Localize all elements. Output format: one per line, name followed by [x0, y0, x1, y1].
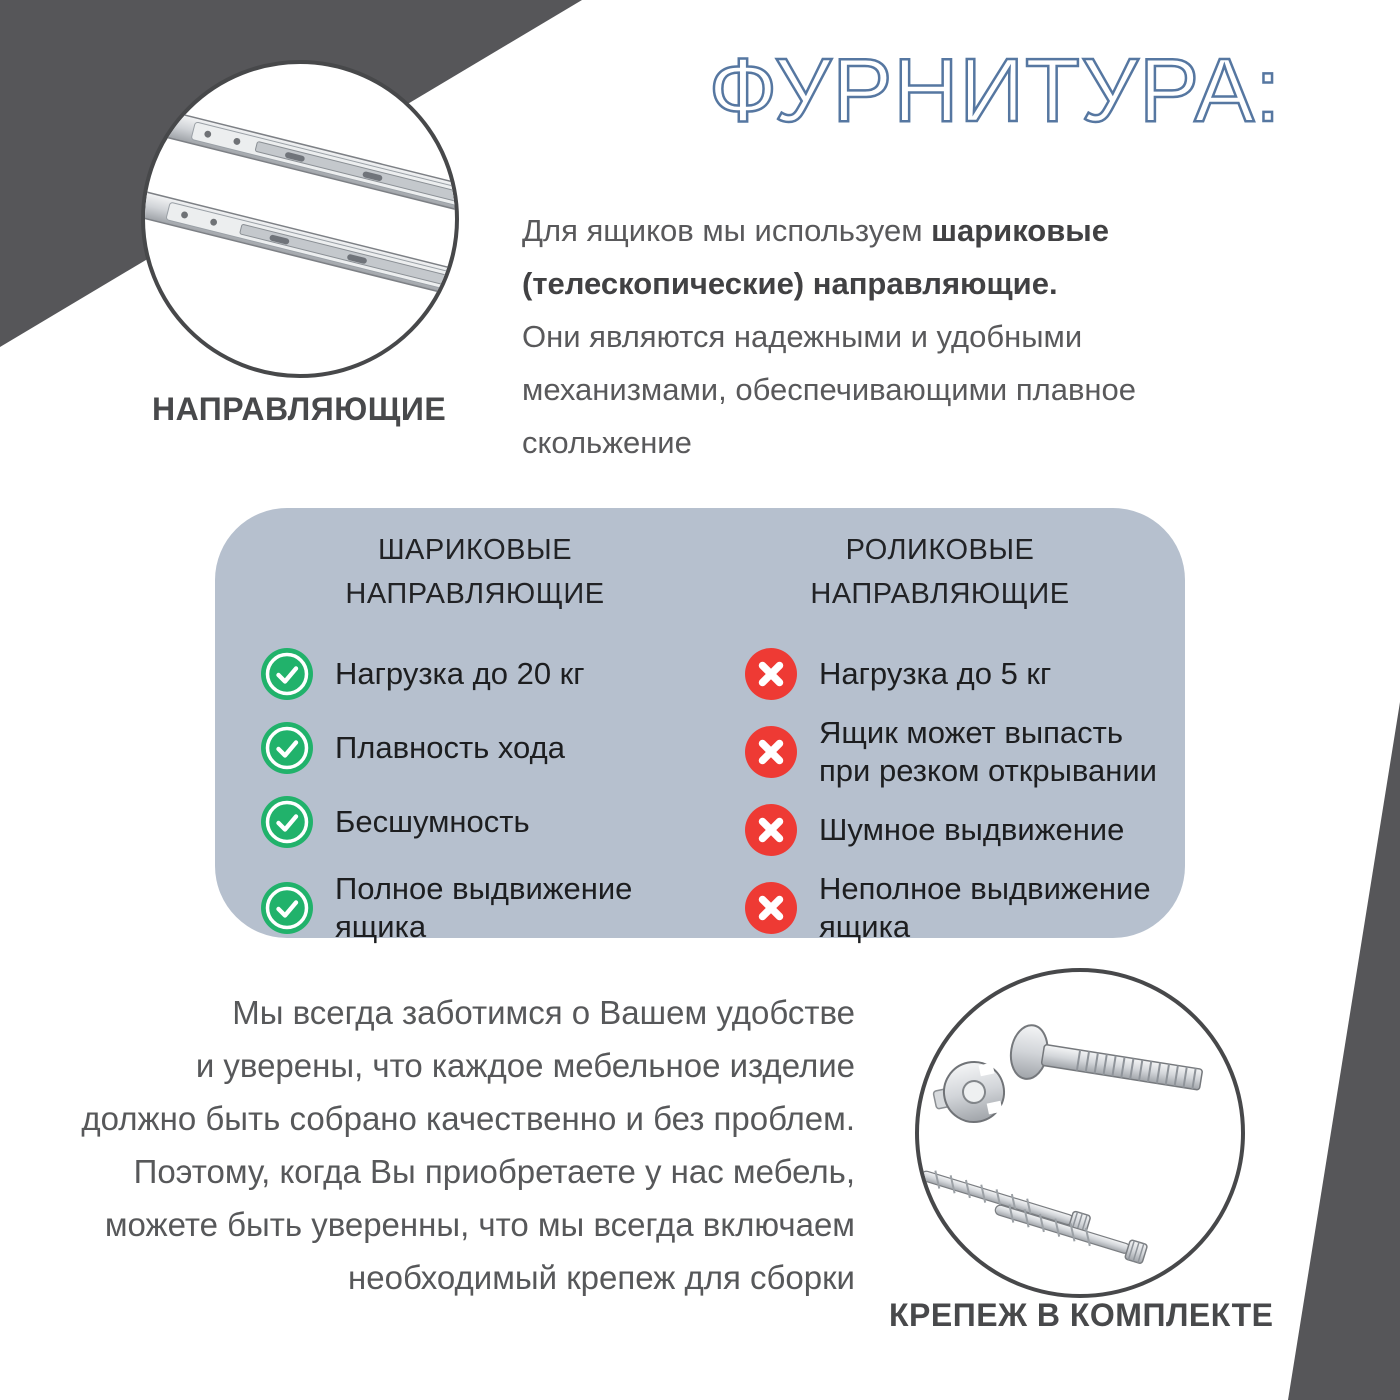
con-item	[715, 870, 1165, 946]
bolt-shape	[1007, 1023, 1205, 1106]
check-circle-icon	[261, 648, 313, 700]
pro-item	[245, 648, 705, 700]
roller-title-line1: РОЛИКОВЫЕ	[845, 534, 1035, 566]
outro-line: Поэтому, когда Вы приобретаете у нас мебель,	[133, 1153, 855, 1190]
pro-item	[245, 722, 705, 774]
ball-column-title	[245, 528, 705, 616]
page-title: ФУРНИТУРА:	[708, 41, 1282, 141]
con-item-label: Нагрузка до 5 кг	[819, 656, 1052, 691]
cam-lock-shape	[929, 1056, 1010, 1129]
corner-shape-bottom-right	[1288, 702, 1400, 1400]
pro-item-label: Бесшумность	[335, 804, 530, 839]
check-circle-icon	[261, 882, 313, 934]
intro-line: механизмами, обеспечивающими плавное	[522, 372, 1137, 407]
cross-circle-icon	[745, 882, 797, 934]
fasteners-image	[915, 968, 1245, 1298]
slides-caption: НАПРАВЛЯЮЩИЕ	[152, 391, 447, 427]
ball-title-line2: НАПРАВЛЯЮЩИЕ	[345, 578, 605, 610]
roller-column-title	[715, 528, 1165, 616]
comparison-panel	[215, 508, 1185, 944]
con-item	[715, 648, 1165, 700]
con-item-label: Ящик может выпасть при резком открывании	[819, 715, 1158, 788]
pro-item-label: Нагрузка до 20 кг	[335, 656, 585, 691]
con-item-label: Шумное выдвижение	[819, 812, 1125, 847]
outro-line: должно быть собрано качественно и без проблем.	[81, 1100, 855, 1137]
pro-item-label: Полное выдвижение ящика	[335, 871, 633, 944]
intro-paragraph	[522, 204, 1202, 469]
intro-line: скольжение	[522, 425, 692, 460]
fasteners-caption: КРЕПЕЖ В КОМПЛЕКТЕ	[889, 1297, 1274, 1333]
outro-line: Мы всегда заботимся о Вашем удобстве	[232, 994, 855, 1031]
fasteners-illustration	[919, 972, 1241, 1294]
intro-line: Они являются надежными и удобными	[522, 319, 1083, 354]
intro-line2-bold: (телескопические) направляющие.	[522, 266, 1058, 301]
ball-items	[245, 648, 705, 946]
cross-circle-icon	[745, 726, 797, 778]
con-item	[715, 804, 1165, 856]
pro-item	[245, 870, 705, 946]
cross-circle-icon	[745, 648, 797, 700]
ball-slides-column	[245, 528, 715, 944]
outro-line: и уверены, что каждое мебельное изделие	[195, 1047, 855, 1084]
outro-line: необходимый крепеж для сборки	[348, 1259, 855, 1296]
con-item-label: Неполное выдвижение ящика	[819, 871, 1151, 944]
con-item	[715, 714, 1165, 790]
intro-line	[522, 204, 1202, 257]
drawer-slides-image	[141, 60, 459, 378]
ball-title-line1: ШАРИКОВЫЕ	[377, 534, 573, 566]
drawer-slides-illustration	[145, 64, 455, 374]
outro-paragraph	[40, 986, 855, 1304]
outro-line: можете быть уверенны, что мы всегда включаем	[104, 1206, 855, 1243]
check-circle-icon	[261, 722, 313, 774]
roller-title-line2: НАПРАВЛЯЮЩИЕ	[810, 578, 1070, 610]
intro-line	[522, 257, 1202, 310]
cross-circle-icon	[745, 804, 797, 856]
intro-line1-text: Для ящиков мы используем	[522, 213, 932, 248]
pro-item	[245, 796, 705, 848]
intro-line1-bold: шариковые	[931, 213, 1110, 248]
roller-items	[715, 648, 1165, 946]
roller-slides-column	[715, 528, 1165, 944]
check-circle-icon	[261, 796, 313, 848]
pro-item-label: Плавность хода	[335, 730, 565, 765]
